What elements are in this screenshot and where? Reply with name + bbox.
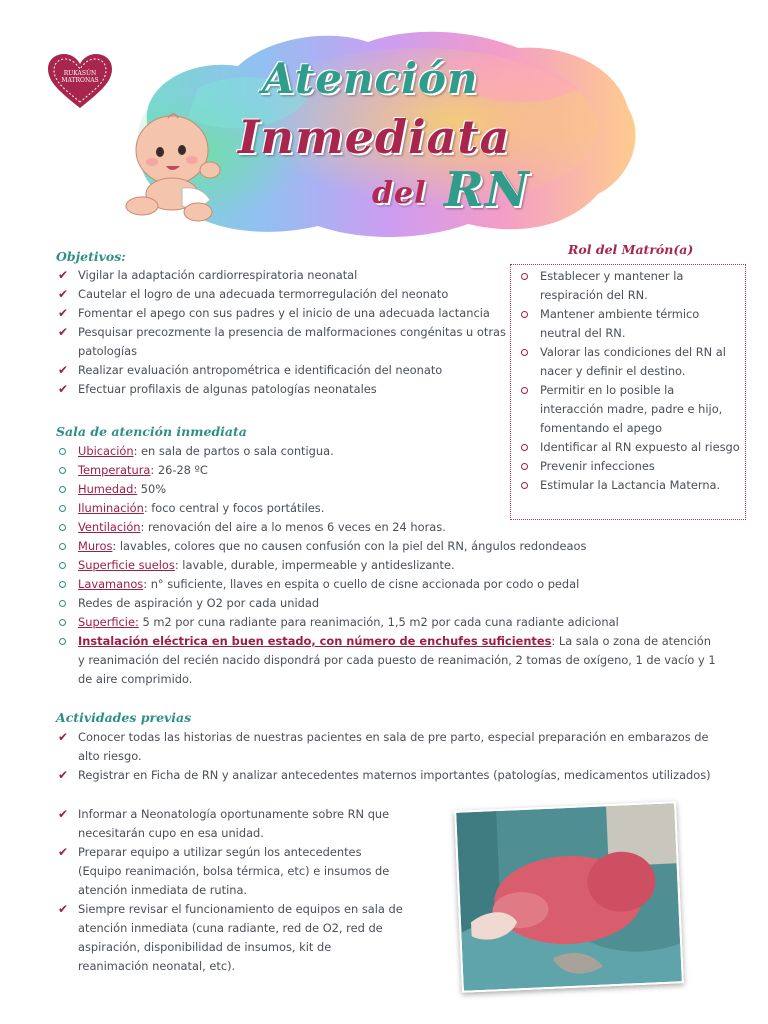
- bullet-circle-icon: [59, 581, 66, 588]
- list-item: [56, 323, 508, 361]
- list-item-text: Conocer todas las historias de nuestras pacientes en sala de pre parto, especial preparación en embarazos de alto riesgo.: [78, 730, 709, 763]
- bullet-circle-icon: [521, 387, 528, 394]
- item-label: Ubicación: [78, 444, 134, 458]
- check-icon: ✔: [58, 768, 69, 782]
- list-item: [56, 361, 508, 380]
- list-item-text: Establecer y mantener la respiración del RN.: [540, 269, 684, 302]
- list-item: [56, 380, 508, 399]
- list-item: [56, 442, 716, 461]
- list-item-text: Preparar equipo a utilizar según los antecedentes (Equipo reanimación, bolsa térmica, etc) e insumos de atención inmediata de rutina.: [78, 845, 390, 897]
- list-item-text: Cautelar el logro de una adecuada termorregulación del neonato: [78, 287, 449, 301]
- objectives-title: Objetivos:: [56, 249, 126, 264]
- item-label: Superficie suelos: [78, 558, 175, 572]
- list-item: [56, 843, 404, 900]
- title-line-1: Atención: [262, 54, 479, 103]
- title-line-3-big: RN: [444, 162, 530, 218]
- logo-text: [58, 70, 102, 84]
- item-text: : n° suficiente, llaves en espita o cuello de cisne accionada por codo o pedal: [143, 577, 580, 591]
- item-text: : lavables, colores que no causen confusión con la piel del RN, ángulos redondeaos: [112, 539, 587, 553]
- item-label: Iluminación: [78, 501, 144, 515]
- baby-illustration: [124, 108, 228, 226]
- item-text: : foco central y focos portátiles.: [143, 501, 325, 515]
- list-item-text: Registrar en Ficha de RN y analizar antecedentes maternos importantes (patologías, medicamentos utilizados): [78, 768, 711, 782]
- bullet-circle-icon: [59, 543, 66, 550]
- bullet-circle-icon: [59, 600, 66, 607]
- list-item: [56, 556, 716, 575]
- check-icon: ✔: [58, 287, 69, 301]
- list-item-text: Mantener ambiente térmico neutral del RN.: [540, 307, 700, 340]
- list-item: [56, 461, 716, 480]
- bullet-circle-icon: [59, 486, 66, 493]
- item-text: 5 m2 por cuna radiante para reanimación, 1,5 m2 por cada cuna radiante adicional: [138, 615, 619, 629]
- list-item-text: Permitir en lo posible la interacción madre, padre e hijo, fomentando el apego: [540, 383, 723, 435]
- list-item-text: Informar a Neonatología oportunamente sobre RN que necesitarán cupo en esa unidad.: [78, 807, 390, 840]
- list-item: [56, 266, 508, 285]
- item-text: : en sala de partos o sala contigua.: [133, 444, 334, 458]
- item-label: Instalación eléctrica en buen estado, con número de enchufes suficientes: [78, 634, 552, 648]
- bullet-circle-icon: [59, 524, 66, 531]
- check-icon: ✔: [58, 306, 69, 320]
- list-item-text: Pesquisar precozmente la presencia de malformaciones congénitas u otras patologías: [78, 325, 506, 358]
- room-title: Sala de atención inmediata: [56, 424, 247, 439]
- item-label: Humedad:: [78, 482, 138, 496]
- list-item: [518, 381, 740, 438]
- list-item: [56, 728, 716, 766]
- check-icon: ✔: [58, 382, 69, 396]
- list-item: [56, 613, 716, 632]
- item-label: Muros: [78, 539, 113, 553]
- check-icon: ✔: [58, 363, 69, 377]
- item-text: : renovación del aire a lo menos 6 veces en 24 horas.: [140, 520, 446, 534]
- list-item: [56, 537, 716, 556]
- list-item-text: Fomentar el apego con sus padres y el inicio de una adecuada lactancia: [78, 306, 490, 320]
- bullet-circle-icon: [59, 505, 66, 512]
- item-text: : La sala o zona de atención y reanimación del recién nacido dispondrá por cada puesto de reanimación, 2 tomas de oxígeno, 1 de vacío y 1 de aire comprimido.: [78, 634, 716, 686]
- bullet-circle-icon: [59, 448, 66, 455]
- list-item: [56, 480, 716, 499]
- list-item: [56, 900, 404, 976]
- list-item: [56, 632, 716, 689]
- item-label: Lavamanos: [78, 577, 144, 591]
- list-item-text: Efectuar profilaxis de algunas patologías neonatales: [78, 382, 377, 396]
- list-item-text: Vigilar la adaptación cardiorrespiratoria neonatal: [78, 268, 358, 282]
- logo-text-line2: MATRONAS: [61, 77, 99, 84]
- list-item: [56, 575, 716, 594]
- bullet-circle-icon: [59, 638, 66, 645]
- item-label: Ventilación: [78, 520, 141, 534]
- list-item: [56, 304, 508, 323]
- list-item-text: Realizar evaluación antropométrica e identificación del neonato: [78, 363, 443, 377]
- newborn-photo: [454, 801, 684, 993]
- list-item: [56, 805, 404, 843]
- list-item: [56, 766, 716, 785]
- check-icon: ✔: [58, 807, 69, 821]
- item-text: 50%: [137, 482, 167, 496]
- check-icon: ✔: [58, 730, 69, 744]
- list-item-text: Siempre revisar el funcionamiento de equipos en sala de atención inmediata (cuna radiante, red de O2, red de aspiración, disponibilidad de insumos, kit de reanimación neonatal, etc).: [78, 902, 403, 973]
- bullet-circle-icon: [59, 467, 66, 474]
- list-item-text: Estimular la Lactancia Materna.: [540, 478, 721, 492]
- bullet-circle-icon: [521, 311, 528, 318]
- list-item-text: Identificar al RN expuesto al riesgo: [540, 440, 740, 454]
- activities-title: Actividades previas: [56, 710, 192, 725]
- check-icon: ✔: [58, 902, 69, 916]
- item-text: : lavable, durable, impermeable y antideslizante.: [174, 558, 455, 572]
- list-item: [56, 285, 508, 304]
- list-item: [518, 305, 740, 343]
- item-label: Temperatura: [78, 463, 151, 477]
- bullet-circle-icon: [59, 619, 66, 626]
- bullet-circle-icon: [59, 562, 66, 569]
- check-icon: ✔: [58, 268, 69, 282]
- item-text: : 26-28 ºC: [150, 463, 208, 477]
- item-label: Superficie:: [78, 615, 139, 629]
- check-icon: ✔: [58, 325, 69, 339]
- title-line-3-small: del: [372, 176, 427, 211]
- activities-list-narrow: [56, 805, 404, 976]
- list-item: [56, 499, 716, 518]
- list-item: [56, 518, 716, 537]
- objectives-list: [56, 266, 508, 399]
- item-text: Redes de aspiración y O2 por cada unidad: [78, 596, 320, 610]
- list-item: [518, 267, 740, 305]
- list-item-text: Valorar las condiciones del RN al nacer y definir el destino.: [540, 345, 726, 378]
- list-item-text: Prevenir infecciones: [540, 459, 655, 473]
- title-line-2: Inmediata: [238, 110, 511, 164]
- list-item: [56, 594, 716, 613]
- logo-text-line1: RUKASÚN: [63, 70, 97, 77]
- list-item: [518, 343, 740, 381]
- check-icon: ✔: [58, 845, 69, 859]
- role-title: Rol del Matrón(a): [568, 242, 694, 257]
- activities-list-wide: [56, 728, 716, 785]
- bullet-circle-icon: [521, 273, 528, 280]
- bullet-circle-icon: [521, 349, 528, 356]
- room-list: [56, 442, 716, 689]
